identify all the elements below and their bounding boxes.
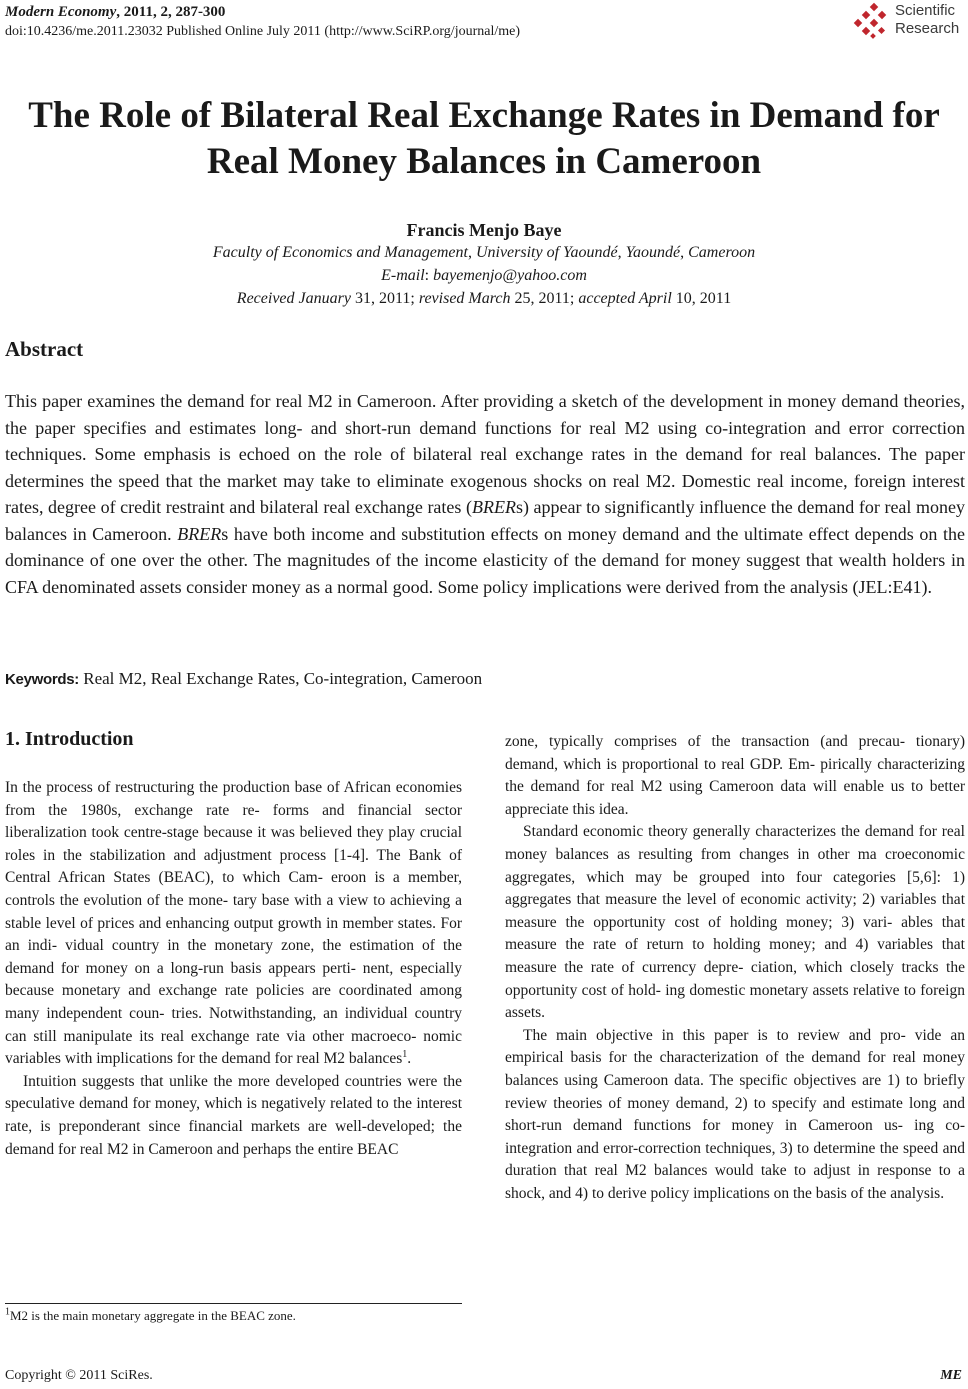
journal-abbreviation: ME	[940, 1368, 962, 1383]
journal-name: Modern Economy	[5, 4, 117, 20]
email-address: bayemenjo@yahoo.com	[433, 267, 587, 284]
footnote-ref[interactable]: 1	[402, 1048, 408, 1060]
left-column	[5, 777, 462, 1161]
abstract-part-3: s have both income and substitution effects on money demand and the ultimate effect depends on the dominance of one over the other. The magnitudes of the income elasticity of the demand for money suggest that wealth holders in CFA denominated assets consider money as a normal good. Some policy implications were derived from the analysis (JEL:E41).	[5, 523, 965, 597]
revised-date: 25, 2011;	[514, 290, 575, 307]
footnote	[5, 1308, 296, 1324]
affiliation: Faculty of Economics and Management, University of Yaoundé, Yaoundé, Cameroon	[212, 244, 756, 261]
intro-paragraph-2: Intuition suggests that unlike the more developed countries were the speculative demand for money, which is negatively related to the interest rate, is preponderant since financial markets are well-developed; the demand for real M2 in Cameroon and perhaps the entire BEAC	[5, 1072, 462, 1158]
keywords-line	[5, 669, 482, 689]
accepted-label: accepted April	[578, 290, 672, 307]
keywords-label: Keywords:	[5, 671, 79, 688]
email-line: E-mail: bayemenjo@yahoo.com	[381, 267, 587, 284]
keywords-text: Real M2, Real Exchange Rates, Co-integration, Cameroon	[83, 669, 483, 688]
affil-country: Cameroon	[688, 244, 756, 261]
affil-city: Yaoundé	[625, 244, 681, 261]
dates-line	[0, 288, 968, 310]
footnote-text: M2 is the main monetary aggregate in the BEAC zone.	[10, 1308, 296, 1323]
journal-volume: , 2011, 2, 287-300	[116, 4, 226, 20]
paper-title	[0, 93, 968, 185]
section-heading-introduction: 1. Introduction	[5, 728, 134, 750]
logo-line-2: Research	[895, 20, 960, 37]
abstract-body	[5, 388, 965, 600]
logo-mark-icon	[853, 2, 893, 42]
author-name: Francis Menjo Baye	[406, 220, 562, 240]
intro-p1-text: In the process of restructuring the production base of African economies from the 1980s, exchange rate re- forms and financial sector liberalization took centre-stage because it was believed they play crucial roles in the stabilization and adjustment process [1-4]. The Bank of Central African States (BEAC), to which Cam- eroon is a member, controls the evolution of the mone- tary base with a view to achieving a stable level of prices and enhancing output growth in member states. For an indi- vidual country in the monetary zone, the estimation of the demand for money on a long-run basis appears perti- nent, especially because monetary and exchange rate policies are coordinated among many independent coun- tries. Notwithstanding, an individual country can still manipulate its real exchange rate via other macroeco- nomic variables with implications for the demand for real M2 balances	[5, 779, 462, 1068]
abstract-brer-2: BRER	[177, 523, 222, 544]
intro-paragraph-5: The main objective in this paper is to review and pro- vide an empirical basis for the characterization of the demand for real money balances using Cameroon data. The specific objectives are 1) to briefly review theories of money demand, 2) to specify and estimate long and short-run demand functions for money in Cameroon us- ing co-integration and error-correction techniques, 3) to determine the speed and duration that real M2 balances would take to adjust in response to a shock, and 4) to derive policy implications on the basis of the analysis.	[505, 1026, 965, 1202]
intro-paragraph-1	[5, 777, 462, 1071]
abstract-part-1: This paper examines the demand for real M2 in Cameroon. After providing a sketch of the development in money demand theories, the paper specifies and estimates long- and short-run demand functions for real M2 using co-integration and error correction techniques. Some emphasis is echoed on the role of bilateral real exchange rates in the demand for real balances. The paper determines the speed that the market may take to eliminate exogenous shocks on real M2. Domestic real income, foreign interest rates, degree of credit restraint and bilateral real exchange rates (	[5, 391, 965, 517]
email-label: E-mail	[381, 267, 425, 284]
right-column	[505, 731, 965, 1205]
abstract-heading: Abstract	[5, 337, 84, 361]
abstract-part-2: s) appear to significantly influence the demand for real money balances in Cameroon.	[5, 497, 965, 544]
intro-paragraph-4: Standard economic theory generally characterizes the demand for real money balances as resulting from changes in other ma croeconomic aggregates, which may be grouped into four categories [5,6]: 1) aggregates that measure the level of economic activity; 2) variables that measure the opportunity cost of holding money; 3) vari- ables that measure the rate of return to holding money; and 4) variables that measure the rate of currency depre- ciation, which closely tracks the opportunity cost of hold- ing domestic monetary assets relative to foreign assets.	[505, 823, 965, 1022]
copyright: Copyright © 2011 SciRes.	[5, 1368, 153, 1383]
footnote-rule	[5, 1303, 462, 1304]
logo-line-1: Scientific	[895, 2, 956, 19]
affil-university: University of Yaoundé	[475, 244, 618, 261]
received-label: Received January	[236, 290, 351, 307]
revised-label: revised March	[418, 290, 511, 307]
intro-paragraph-3: zone, typically comprises of the transaction (and precau- tionary) demand, which is proportional to real GDP. Em- pirically characterizing the demand for real M2 using Cameroon data will enable us to better appreciate this idea.	[505, 733, 965, 818]
abstract-brer-1: BRER	[472, 497, 516, 517]
footnote-number: 1	[5, 1306, 10, 1318]
accepted-date: 10, 2011	[675, 290, 732, 307]
doi-line: doi:10.4236/me.2011.23032 Published Online July 2011 (http://www.SciRP.org/journal/me)	[5, 24, 521, 39]
received-date: 31, 2011;	[354, 290, 415, 307]
title-line-2: Real Money Balances in Cameroon	[206, 141, 762, 182]
intro-p1-end: .	[407, 1050, 412, 1068]
affil-faculty: Faculty of Economics and Management	[212, 244, 468, 261]
journal-citation	[5, 3, 225, 21]
title-line-1: The Role of Bilateral Real Exchange Rates in Demand for	[28, 95, 940, 136]
publisher-logo	[853, 2, 965, 42]
